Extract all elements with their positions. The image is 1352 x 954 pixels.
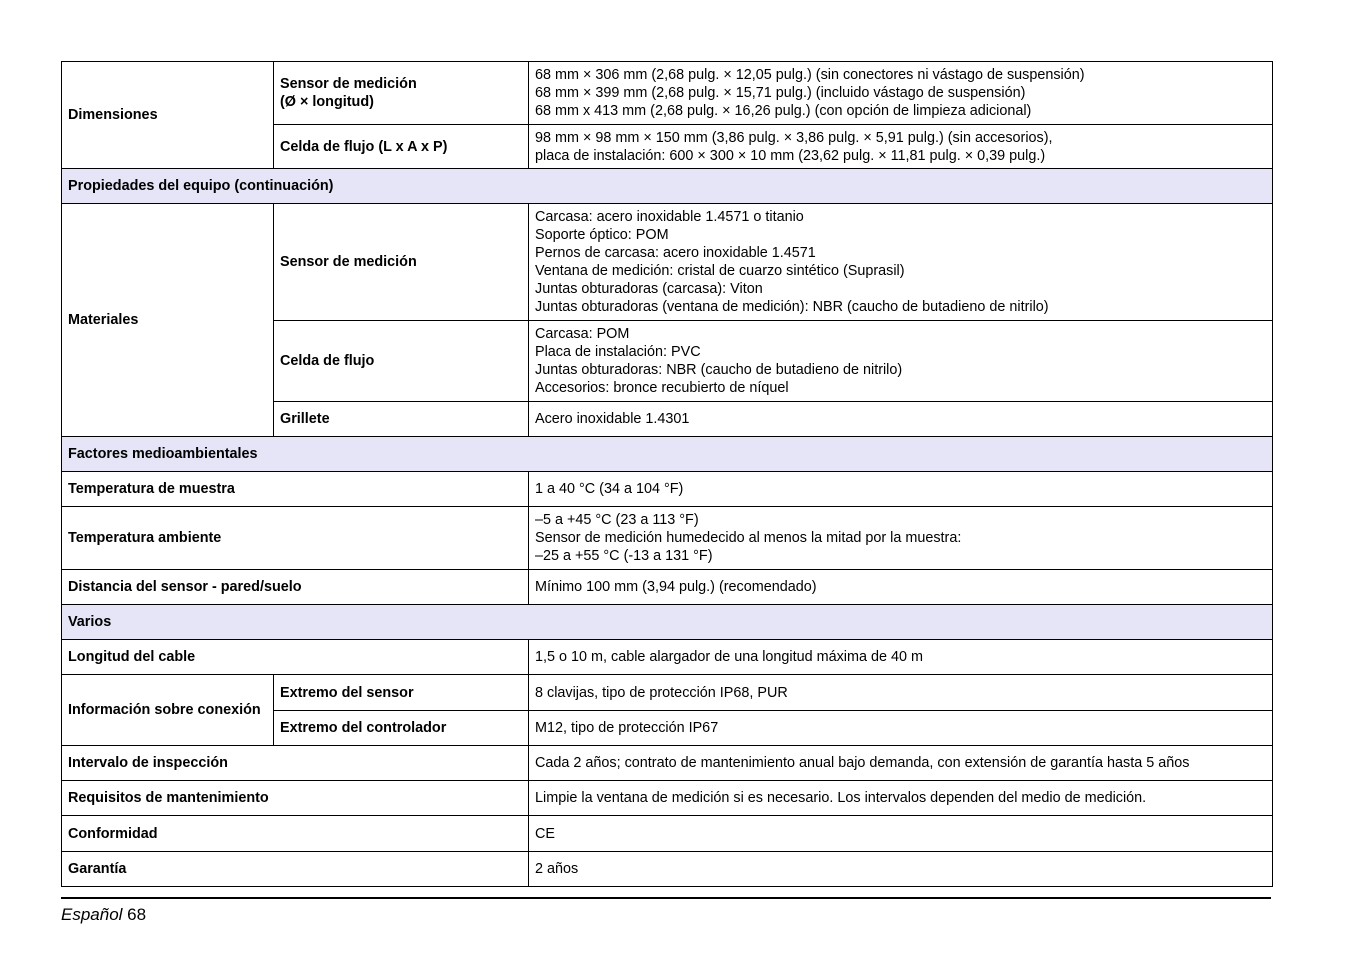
value-line: Juntas obturadoras (carcasa): Viton <box>535 281 763 297</box>
value-line: Placa de instalación: PVC <box>535 344 701 360</box>
value-line: 68 mm × 306 mm (2,68 pulg. × 12,05 pulg.) (sin conectores ni vástago de suspensión) <box>535 67 1085 83</box>
specifications-table <box>61 61 1273 887</box>
temp-muestra-value: 1 a 40 °C (34 a 104 °F) <box>529 472 1273 507</box>
value-line: Sensor de medición humedecido al menos la mitad por la muestra: <box>535 530 962 546</box>
inspeccion-value: Cada 2 años; contrato de mantenimiento anual bajo demanda, con extensión de garantía hasta 5 años <box>529 746 1273 781</box>
table-row <box>62 781 1273 816</box>
section-header-row <box>62 437 1273 472</box>
table-row <box>62 675 1273 711</box>
temp-ambiente-value <box>529 507 1273 570</box>
value-line: Pernos de carcasa: acero inoxidable 1.4571 <box>535 245 816 261</box>
value-line: Juntas obturadoras (ventana de medición): NBR (caucho de butadieno de nitrilo) <box>535 299 1049 315</box>
section-varios: Varios <box>62 605 1273 640</box>
page-number: 68 <box>127 905 147 924</box>
section-propiedades: Propiedades del equipo (continuación) <box>62 169 1273 204</box>
value-line: Ventana de medición: cristal de cuarzo sintético (Suprasil) <box>535 263 905 279</box>
footer-rule <box>61 897 1271 899</box>
dimensiones-sensor-label-line1: Sensor de medición <box>280 76 417 92</box>
mantenimiento-label: Requisitos de mantenimiento <box>62 781 529 816</box>
dimensiones-sensor-value <box>529 62 1273 125</box>
table-row <box>62 746 1273 781</box>
value-line: Accesorios: bronce recubierto de níquel <box>535 380 789 396</box>
table-row <box>62 62 1273 125</box>
section-header-row <box>62 605 1273 640</box>
materiales-sensor-value <box>529 204 1273 321</box>
materiales-celda-label: Celda de flujo <box>274 321 529 402</box>
dimensiones-celda-label: Celda de flujo (L x A x P) <box>274 125 529 169</box>
garantia-value: 2 años <box>529 852 1273 887</box>
dimensiones-sensor-label <box>274 62 529 125</box>
conexion-sensor-value: 8 clavijas, tipo de protección IP68, PUR <box>529 675 1273 711</box>
materiales-celda-value <box>529 321 1273 402</box>
inspeccion-label: Intervalo de inspección <box>62 746 529 781</box>
conexion-ctrl-label: Extremo del controlador <box>274 711 529 746</box>
conexion-sensor-label: Extremo del sensor <box>274 675 529 711</box>
value-line: Carcasa: acero inoxidable 1.4571 o titanio <box>535 209 804 225</box>
temp-muestra-label: Temperatura de muestra <box>62 472 529 507</box>
conexion-ctrl-value: M12, tipo de protección IP67 <box>529 711 1273 746</box>
distancia-label: Distancia del sensor - pared/suelo <box>62 570 529 605</box>
table-row <box>62 472 1273 507</box>
table-row <box>62 852 1273 887</box>
value-line: –25 a +55 °C (-13 a 131 °F) <box>535 548 713 564</box>
table-row <box>62 640 1273 675</box>
value-line: Carcasa: POM <box>535 326 630 342</box>
value-line: 68 mm × 399 mm (2,68 pulg. × 15,71 pulg.) (incluido vástago de suspensión) <box>535 85 1026 101</box>
table-row <box>62 507 1273 570</box>
value-line: 68 mm x 413 mm (2,68 pulg. × 16,26 pulg.) (con opción de limpieza adicional) <box>535 103 1032 119</box>
footer-language: Español <box>61 905 123 924</box>
mantenimiento-value: Limpie la ventana de medición si es necesario. Los intervalos dependen del medio de medición. <box>529 781 1273 816</box>
table-row <box>62 816 1273 852</box>
garantia-label: Garantía <box>62 852 529 887</box>
temp-ambiente-label: Temperatura ambiente <box>62 507 529 570</box>
materiales-label: Materiales <box>62 204 274 437</box>
conformidad-value: CE <box>529 816 1273 852</box>
materiales-grillete-label: Grillete <box>274 402 529 437</box>
section-header-row <box>62 169 1273 204</box>
cable-label: Longitud del cable <box>62 640 529 675</box>
dimensiones-sensor-label-line2: (Ø × longitud) <box>280 94 374 110</box>
value-line: –5 a +45 °C (23 a 113 °F) <box>535 512 699 528</box>
materiales-sensor-label: Sensor de medición <box>274 204 529 321</box>
conexion-label: Información sobre conexión <box>62 675 274 746</box>
dimensiones-celda-value <box>529 125 1273 169</box>
materiales-grillete-value: Acero inoxidable 1.4301 <box>529 402 1273 437</box>
conformidad-label: Conformidad <box>62 816 529 852</box>
section-factores: Factores medioambientales <box>62 437 1273 472</box>
value-line: Soporte óptico: POM <box>535 227 669 243</box>
page-footer <box>61 905 146 925</box>
table-row <box>62 204 1273 321</box>
table-row <box>62 570 1273 605</box>
value-line: 98 mm × 98 mm × 150 mm (3,86 pulg. × 3,86 pulg. × 5,91 pulg.) (sin accesorios), <box>535 129 1053 146</box>
value-line: Juntas obturadoras: NBR (caucho de butadieno de nitrilo) <box>535 362 903 378</box>
dimensiones-label: Dimensiones <box>62 62 274 169</box>
distancia-value: Mínimo 100 mm (3,94 pulg.) (recomendado) <box>529 570 1273 605</box>
cable-value: 1,5 o 10 m, cable alargador de una longitud máxima de 40 m <box>529 640 1273 675</box>
value-line: placa de instalación: 600 × 300 × 10 mm (23,62 pulg. × 11,81 pulg. × 0,39 pulg.) <box>535 147 1046 164</box>
